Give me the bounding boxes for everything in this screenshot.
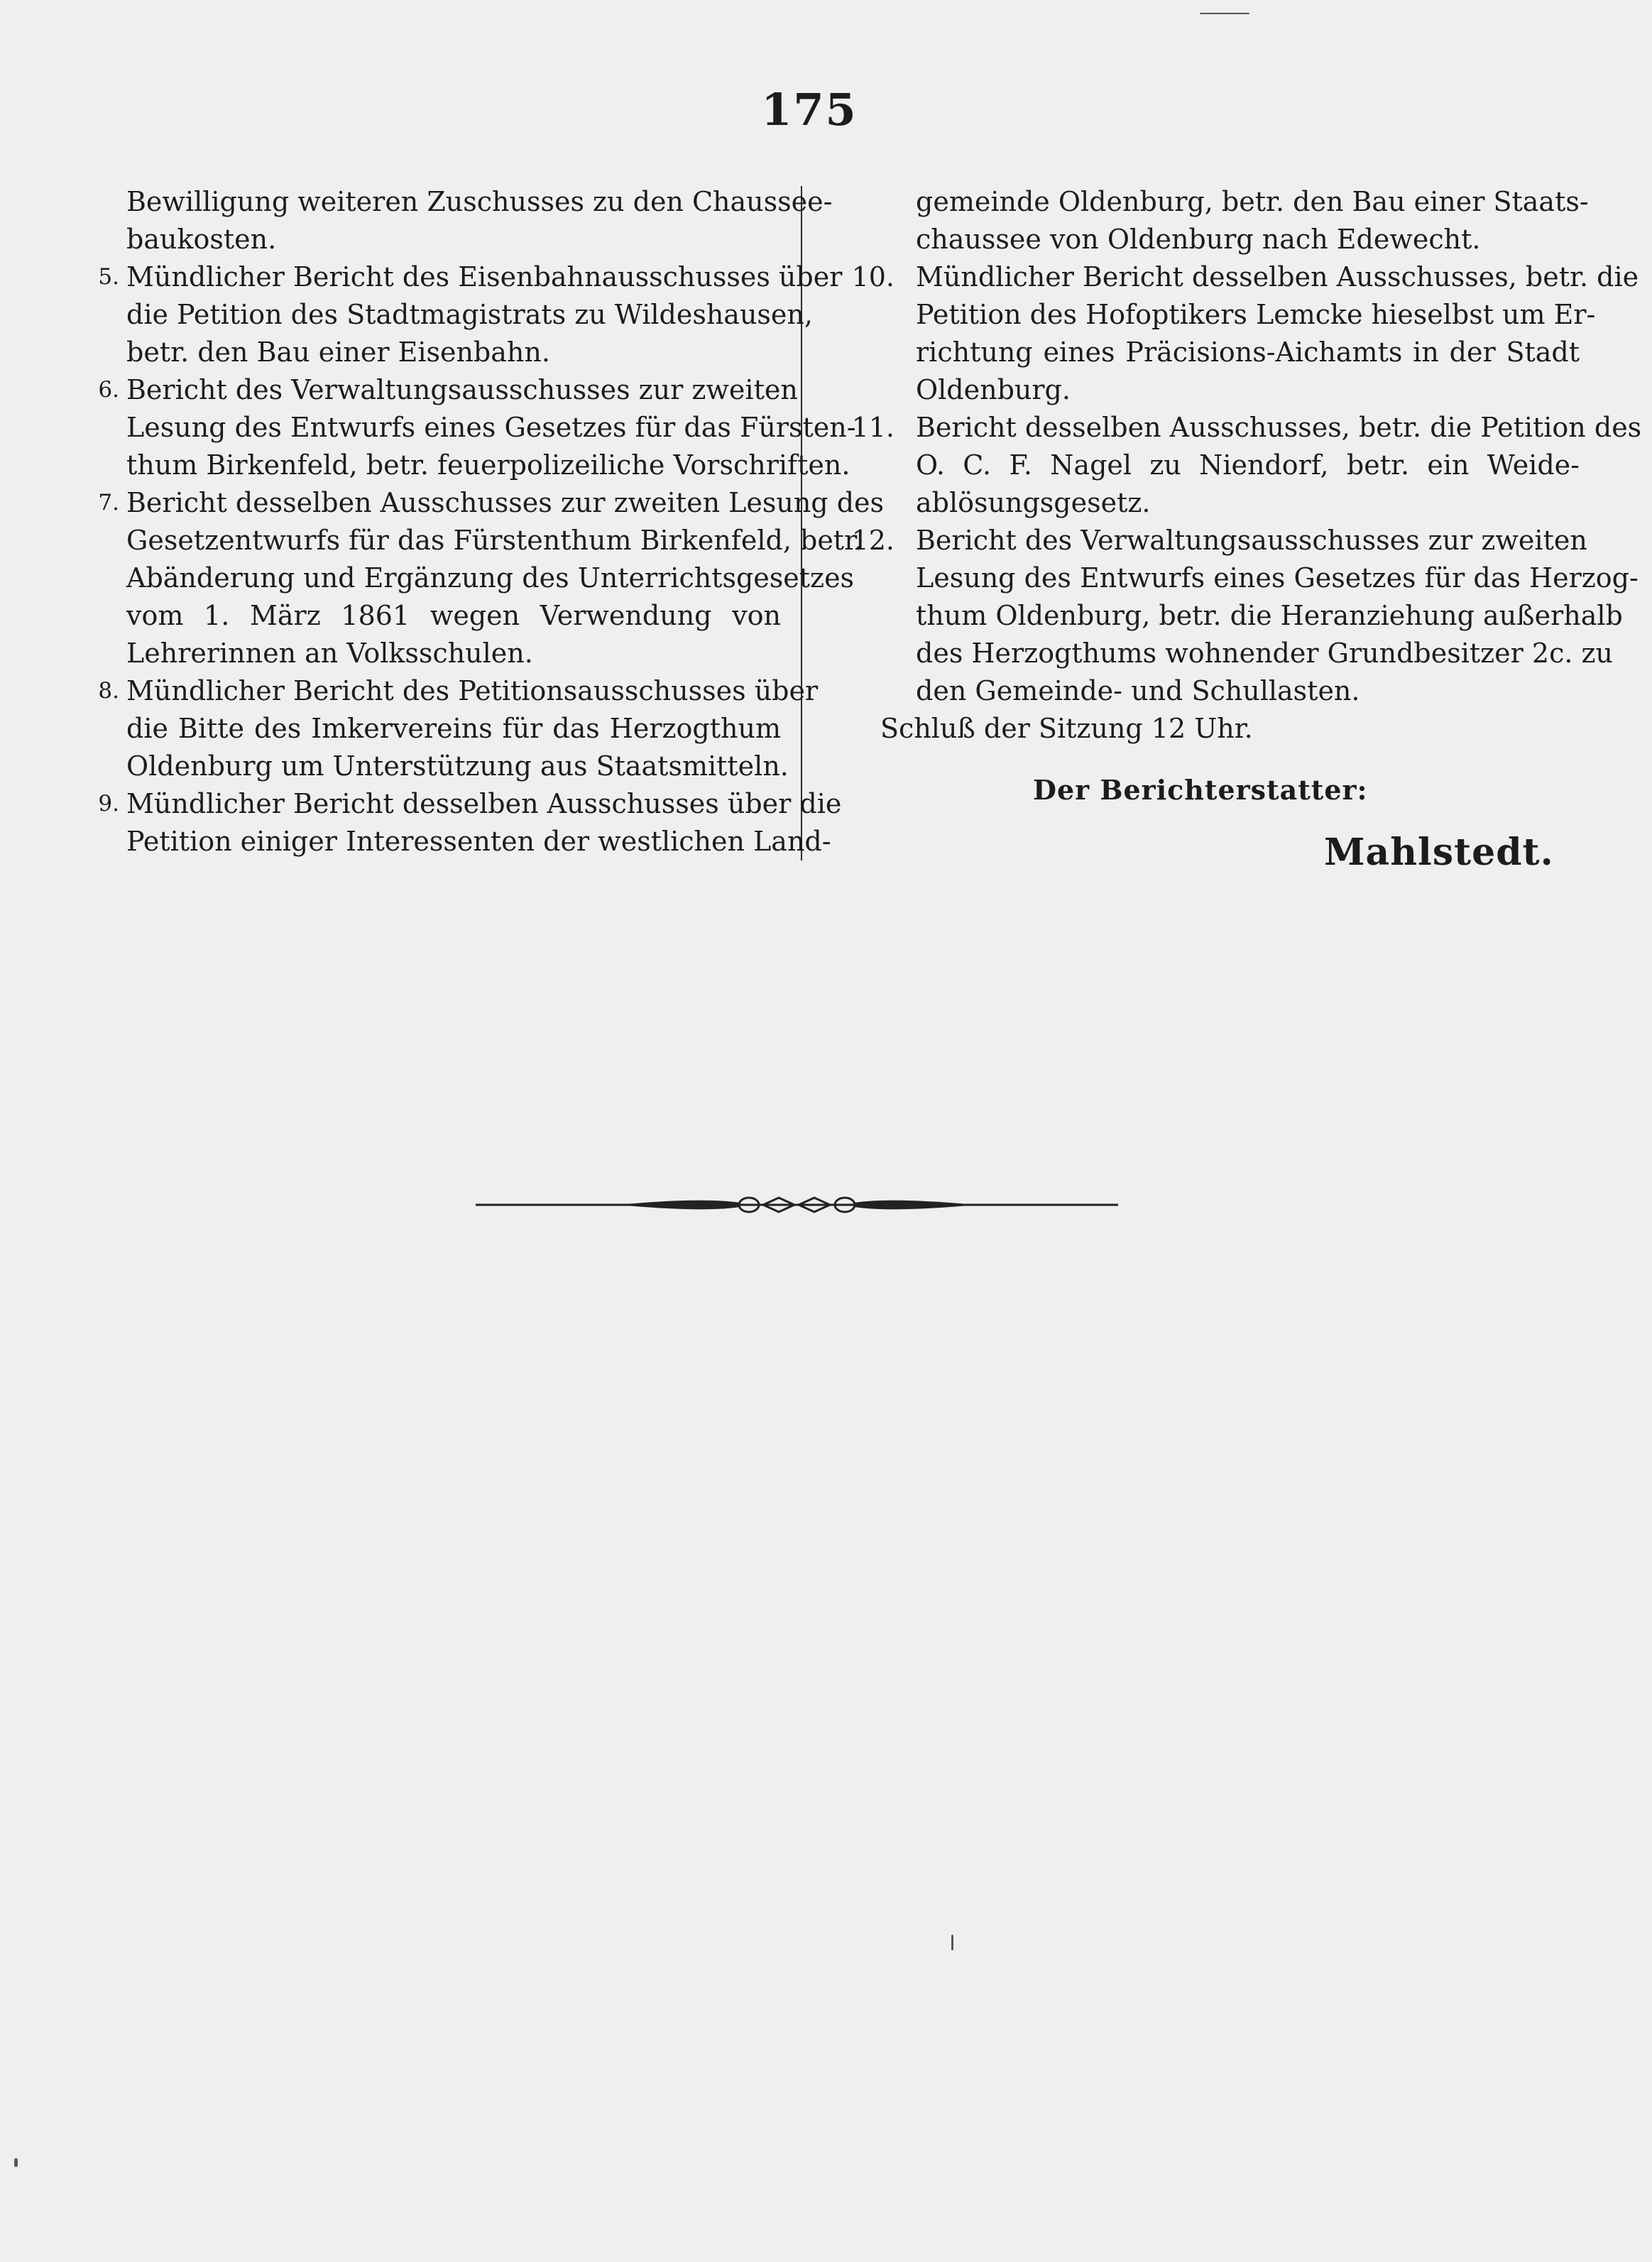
text-line: Gesetzentwurfs für das Fürstenthum Birkenfeld, betr. — [126, 525, 863, 556]
right-column — [838, 183, 1642, 748]
item-number: 12. — [851, 525, 895, 556]
agenda-item-9 — [78, 785, 842, 860]
text-line: Mündlicher Bericht des Petitionsausschusses über — [126, 675, 819, 706]
item-number: 10. — [851, 261, 895, 293]
text-line: richtung eines Präcisions-Aichamts in der Stadt — [916, 337, 1580, 368]
item-number: 9. — [98, 791, 119, 816]
signature-name: Mahlstedt. — [1324, 831, 1554, 874]
item-number: 6. — [98, 377, 119, 403]
text-line: betr. den Bau einer Eisenbahn. — [126, 337, 550, 368]
text-line: Oldenburg. — [916, 374, 1071, 405]
text-line: den Gemeinde- und Schullasten. — [916, 675, 1360, 706]
agenda-item-8 — [78, 672, 819, 785]
text-line: Bericht desselben Ausschusses zur zweiten Lesung des — [126, 487, 885, 518]
text-line: Bericht des Verwaltungsausschusses zur zweiten — [916, 525, 1587, 556]
item-number: 11. — [851, 412, 895, 443]
text-line: Mündlicher Bericht desselben Ausschusses, betr. die — [916, 261, 1639, 293]
agenda-item-10 — [838, 258, 1639, 409]
agenda-item-6 — [78, 371, 856, 484]
text-line: Petition des Hofoptikers Lemcke hieselbst um Er- — [916, 299, 1596, 330]
text-line: die Bitte des Imkervereins für das Herzogthum — [126, 713, 781, 744]
text-line: vom 1. März 1861 wegen Verwendung von — [126, 600, 781, 631]
text-line: O. C. F. Nagel zu Niendorf, betr. ein Weide- — [916, 449, 1580, 481]
item-number: 5. — [98, 264, 119, 290]
item-number: 7. — [98, 490, 119, 515]
item-number: 8. — [98, 678, 119, 704]
text-line: Bericht des Verwaltungsausschusses zur zweiten — [126, 374, 798, 405]
agenda-item-11 — [838, 409, 1642, 522]
text-line: Bewilligung weiteren Zuschusses zu den Chaussee- — [126, 186, 833, 217]
signature-label: Der Berichterstatter: — [1033, 774, 1368, 806]
page-number: 175 — [761, 84, 858, 136]
text-line: baukosten. — [126, 224, 277, 255]
text-line: des Herzogthums wohnender Grundbesitzer 2c. zu — [916, 638, 1614, 669]
text-line: Bericht desselben Ausschusses, betr. die Petition des — [916, 412, 1642, 443]
text-line: Lehrerinnen an Volksschulen. — [126, 638, 533, 669]
text-line: Oldenburg um Unterstützung aus Staatsmitteln. — [126, 750, 789, 782]
text-line: Lesung des Entwurfs eines Gesetzes für das Herzog- — [916, 562, 1639, 594]
session-closing: Schluß der Sitzung 12 Uhr. — [880, 713, 1253, 744]
text-line: ablösungsgesetz. — [916, 487, 1151, 518]
scan-speck — [951, 1935, 953, 1950]
text-line: Abänderung und Ergänzung des Unterrichtsgesetzes — [126, 562, 855, 594]
agenda-item-12 — [838, 522, 1639, 710]
flourish-divider-icon — [476, 1187, 1118, 1223]
text-line: Petition einiger Interessenten der westlichen Land- — [126, 826, 831, 857]
text-line: die Petition des Stadtmagistrats zu Wildeshausen, — [126, 299, 813, 330]
scan-speck — [14, 2158, 18, 2167]
text-line: thum Oldenburg, betr. die Heranziehung außerhalb — [916, 600, 1623, 631]
scan-speck — [1200, 13, 1249, 14]
text-line: thum Birkenfeld, betr. feuerpolizeiliche Vorschriften. — [126, 449, 850, 481]
text-line: Mündlicher Bericht desselben Ausschusses über die — [126, 788, 842, 819]
text-line: Lesung des Entwurfs eines Gesetzes für das Fürsten- — [126, 412, 856, 443]
text-line: gemeinde Oldenburg, betr. den Bau einer Staats- — [916, 186, 1589, 217]
text-line: chaussee von Oldenburg nach Edewecht. — [916, 224, 1481, 255]
agenda-item-5 — [78, 258, 843, 371]
text-line: Mündlicher Bericht des Eisenbahnausschusses über — [126, 261, 843, 293]
